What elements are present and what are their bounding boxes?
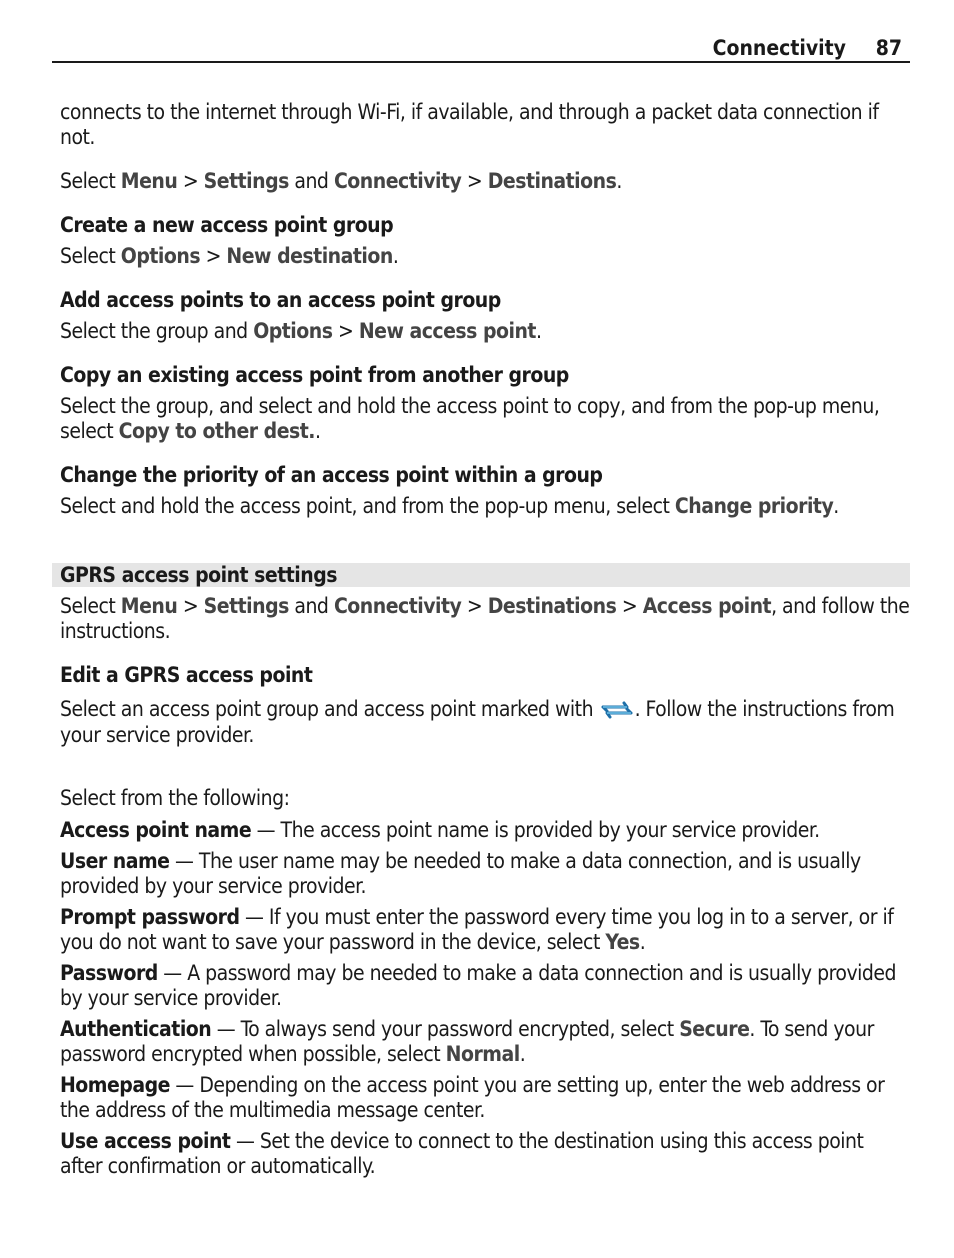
text: > [332, 319, 359, 343]
ui-access-point: Access point [642, 594, 772, 618]
description: — The access point name is provided by your service provider. [251, 818, 820, 842]
text: > [616, 594, 643, 618]
description: — If you must enter the password every time you log in to a server, or if you do not want to save your password in the device, select [60, 905, 894, 954]
gprs-instruction [60, 594, 910, 644]
text: > [461, 169, 488, 193]
list-item [60, 1129, 910, 1179]
description: . [519, 1042, 526, 1066]
page-content [60, 100, 910, 1185]
ui-settings: Settings [203, 594, 289, 618]
list-item [60, 961, 910, 1011]
text: . [392, 244, 399, 268]
term: Prompt password [60, 905, 240, 929]
ui-connectivity: Connectivity [333, 594, 462, 618]
text: Select an access point group and access point marked with [60, 697, 599, 721]
term: Use access point [60, 1129, 231, 1153]
text: . [314, 419, 321, 443]
description: — A password may be needed to make a data connection and is usually provided by your service provider. [60, 961, 896, 1010]
description: — Depending on the access point you are setting up, enter the web address or the address of the multimedia message center. [60, 1073, 885, 1122]
text: > [177, 594, 204, 618]
description: . [639, 930, 646, 954]
access-point-arrows-icon [599, 698, 635, 722]
ui-menu: Menu [120, 594, 178, 618]
text: and [288, 594, 334, 618]
ui-settings: Settings [203, 169, 289, 193]
list-item [60, 1017, 910, 1067]
text: > [177, 169, 204, 193]
term: User name [60, 849, 170, 873]
priority-heading: Change the priority of an access point within a group [60, 463, 603, 487]
create-heading: Create a new access point group [60, 213, 394, 237]
description: . To send your password encrypted when possible, select [60, 1017, 874, 1066]
ui-normal: Normal [445, 1042, 520, 1066]
text: . Follow the instructions from your service provider. [60, 697, 895, 747]
ui-secure: Secure [679, 1017, 750, 1041]
text: , and follow the instructions. [60, 594, 910, 643]
page-number: 87 [875, 36, 902, 60]
create-instruction [60, 244, 910, 269]
ui-connectivity: Connectivity [333, 169, 462, 193]
text: . [535, 319, 542, 343]
add-instruction [60, 319, 910, 344]
list-item [60, 905, 910, 955]
ui-change-priority: Change priority [674, 494, 834, 518]
list-item [60, 849, 910, 899]
description: — Set the device to connect to the destination using this access point after confirmation or automatically. [60, 1129, 864, 1178]
section-title: GPRS access point settings [52, 563, 910, 587]
ui-menu: Menu [120, 169, 178, 193]
term: Access point name [60, 818, 252, 842]
page-header [52, 35, 910, 63]
text: > [200, 244, 227, 268]
text: Select the group and [60, 319, 254, 343]
text: . [833, 494, 839, 518]
ui-destinations: Destinations [487, 594, 617, 618]
text: Select [60, 244, 121, 268]
text: > [461, 594, 488, 618]
list-item [60, 818, 910, 843]
term: Homepage [60, 1073, 170, 1097]
text: and [288, 169, 334, 193]
list-item [60, 1073, 910, 1123]
nav-instruction [60, 169, 910, 194]
text: Select [60, 169, 121, 193]
ui-new-access-point: New access point [358, 319, 536, 343]
term: Authentication [60, 1017, 212, 1041]
ui-new-destination: New destination [226, 244, 393, 268]
copy-instruction [60, 394, 910, 444]
ui-yes: Yes [605, 930, 640, 954]
add-heading: Add access points to an access point group [60, 288, 501, 312]
intro-paragraph: connects to the internet through Wi-Fi, if available, and through a packet data connection if not. [60, 100, 879, 149]
priority-instruction [60, 494, 910, 519]
term: Password [60, 961, 158, 985]
ui-options: Options [253, 319, 333, 343]
edit-heading: Edit a GPRS access point [60, 663, 313, 687]
text: Select the group, and select and hold the access point to copy, and from the pop-up menu, select [60, 394, 880, 443]
ui-destinations: Destinations [487, 169, 617, 193]
ui-options: Options [120, 244, 201, 268]
select-following: Select from the following: [60, 786, 290, 810]
text: . [616, 169, 622, 193]
description: — The user name may be needed to make a data connection, and is usually provided by your service provider. [60, 849, 861, 898]
text: Select [60, 594, 121, 618]
edit-instruction [60, 696, 910, 748]
copy-heading: Copy an existing access point from another group [60, 363, 569, 387]
description: — To always send your password encrypted, select [211, 1017, 680, 1041]
text: Select and hold the access point, and from the pop-up menu, select [60, 494, 675, 518]
ui-copy-to-other-dest: Copy to other dest. [118, 419, 315, 443]
header-title: Connectivity [712, 36, 846, 60]
